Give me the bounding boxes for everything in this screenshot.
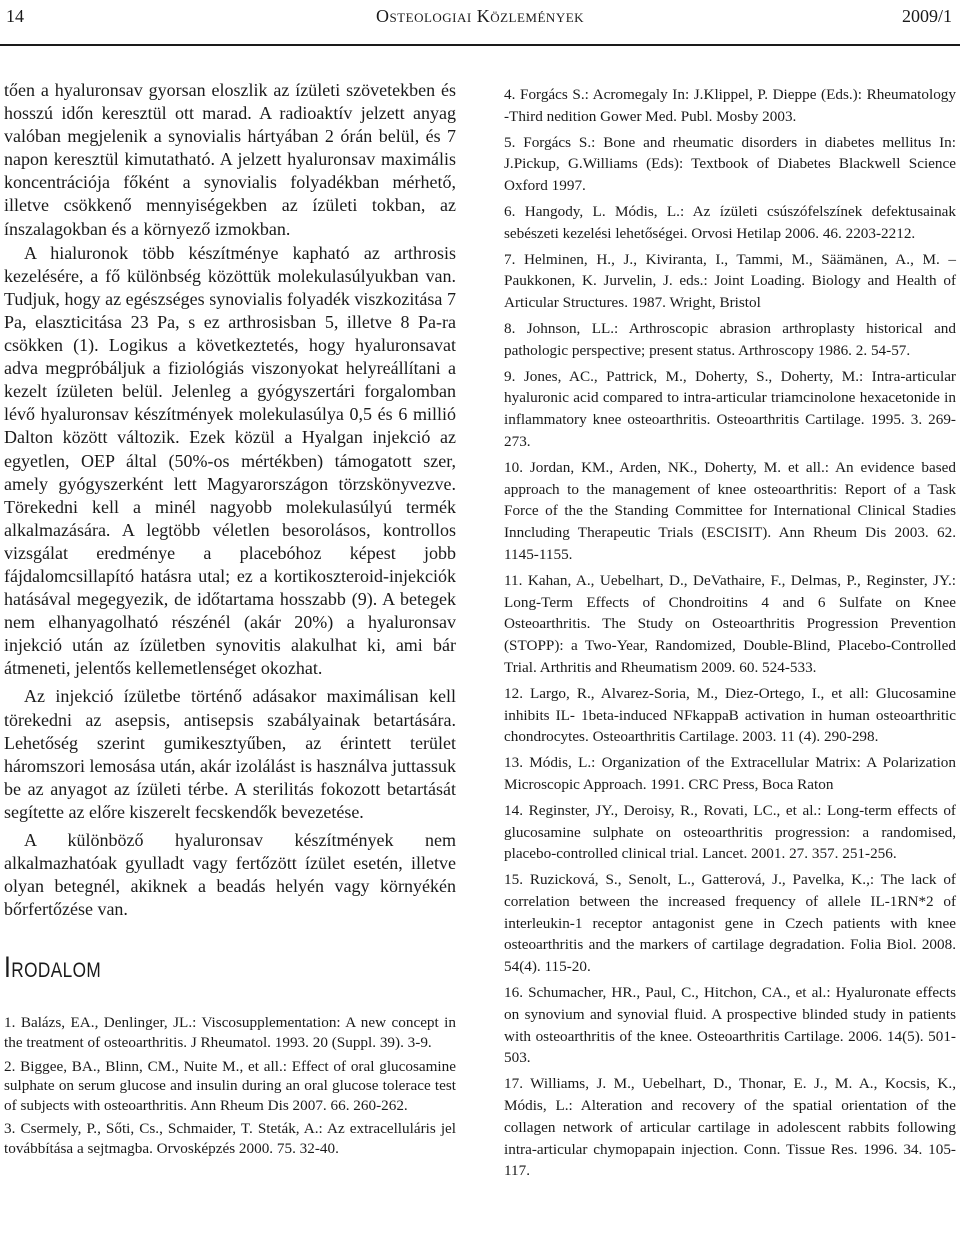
reference-item: 10. Jordan, KM., Arden, NK., Doherty, M. et all.: An evidence based approach to the management of knee osteoarthritis: Report of a Task Force of the the Standing Committee for International Clinical Stadies Inncluding Therapeutic Trials (ESCISIT). Ann Rheum Dis 2003. 62. 1145-1155.: [504, 458, 956, 563]
body-paragraph-4: A különböző hyaluronsav készítmények nem alkalmazhatóak gyulladt vagy fertőzött ízület esetén, illetve olyan betegnél, akiknek a beadás helyén vagy környékén bőrfertőzése van.: [4, 830, 456, 920]
reference-item: 3. Csermely, P., Sőti, Cs., Schmaider, T. Steták, A.: Az extracelluláris jel továbbítása a sejtmagba. Orvosképzés 2000. 75. 32-40.: [4, 1120, 456, 1157]
reference-item: 16. Schumacher, HR., Paul, C., Hitchon, CA., et al.: Hyaluronate effects on synovium and synovial fluid. A prospective blinded study in patients with osteoarthritis of the knee. Osteoarthritis Cartilage. 2006. 14(5). 501-503.: [504, 984, 956, 1067]
reference-item: 13. Módis, L.: Organization of the Extracellular Matrix: A Polarization Microscopic Approach. 1991. CRC Press, Boca Raton: [504, 754, 956, 793]
reference-item: 9. Jones, AC., Pattrick, M., Doherty, S., Doherty, M.: Intra-articular hyaluronic acid compared to intra-articular triamcinolone hexacetonide in inflammatory knee osteoarthritis. Osteoarthritis Cartilage. 1995. 3. 269-273.: [504, 367, 956, 450]
reference-item: 6. Hangody, L. Módis, L.: Az ízületi csúszófelszínek defektusainak sebészeti kezelési lehetőségei. Orvosi Hetilap 2006. 46. 2203-2212.: [504, 202, 956, 242]
right-column: [504, 84, 956, 1186]
reference-item: 1. Balázs, EA., Denlinger, JL.: Viscosupplementation: A new concept in the treatment of osteoarthritis. J Rheumatol. 1993. 20 (Suppl. 39). 3-9.: [4, 1014, 456, 1051]
reference-item: 8. Johnson, LL.: Arthroscopic abrasion arthroplasty historical and pathologic perspective; present status. Arthroscopy 1986. 2. 54-57.: [504, 319, 956, 359]
body-paragraph-2: A hialuronok több készítménye kapható az arthrosis kezelésére, a fő különbség közöttük molekulasúlyukban van. Tudjuk, hogy az egészséges synovialis folyadék viszkozitása 7 Pa, elaszticitása 23 Pa, s ez arthrosisban 5, illetve 8 Pa-ra csökken (1). Logikus a következtetés, hogy hyaluronsavat adva megpróbáljuk a fiziológiás viszonyokat helyreállítani a kezelt ízületen belül. Jelenleg a gyógyszertári forgalomban lévő hyaluronsav készítmények molekulasúlya 0,5 és 6 millió Dalton között változik. Ezek közül a Hyalgan injekció az egyetlen, OEP által (50%-os mértékben) támogatott szer, amely gyógyszerként lett Magyarországon törzskönyvezve. Törekedni kell a minél nagyobb molekulasúlyú termék alkalmazására. A legtöbb véletlen besorolásos, kontrollos vizsgálat eredménye a placebóhoz képest jobb fájdalomcsillapító hatásra utal; ez a kortikoszteroid-injekciók hatásával megegyezik, de időtartama hosszabb (9). A betegek nem elhanyagolható részénél (akár 20%) a hyaluronsav injekció után az ízületben synovitis alakulhat ki, ami bár átmeneti, jelentős kellemetlenséget okozhat.: [4, 242, 456, 679]
reference-item: 7. Helminen, H., J., Kiviranta, I., Tammi, M., Säämänen, A., M. – Paukkonen, K. Jurvelin, J. eds.: Joint Loading. Biology and Health of Articular Structures. 1987. Wright, Bristol: [504, 250, 956, 312]
running-header: [0, 0, 960, 48]
reference-list-left: [4, 1013, 456, 1158]
reference-item: 14. Reginster, JY., Deroisy, R., Rovati, LC., et al.: Long-term effects of glucosamine sulphate on osteoarthritis progression: a randomised, placebo-controlled clinical trial. Lancet. 2001. 27. 357. 251-256.: [504, 801, 956, 863]
references-heading: Irodalom: [4, 951, 102, 985]
reference-item: 15. Ruzicková, S., Senolt, L., Gatterová, J., Pavelka, K.,: The lack of correlation between the increased frequency of allele IL-1RN*2 of interleukin-1 receptor antagonist gene in Czech patients with knee osteoarthritis and the markers of cartilage degradation. Folia Biol. 2008. 54(4). 115-20.: [504, 871, 956, 976]
left-column: [4, 79, 456, 1163]
article-body: [4, 79, 456, 921]
body-paragraph-3: Az injekció ízületbe történő adásakor maximálisan kell törekedni az asepsis, antisepsis szabályainak betartására. Lehetőség szerint gumikesztyűben, az érintett terület háromszori lemosása után, akár izolálást is használva juttassuk be az anyagot az ízületi térbe. A sterilitás fokozott betartását segítette az előre kiszerelt fecskendők bevezetése.: [4, 686, 456, 822]
reference-item: 17. Williams, J. M., Uebelhart, D., Thonar, E. J., M. A., Kocsis, K., Módis, L.: Alteration and recovery of the spatial orientation of the collagen network of articular cartilage in adolescent rabbits following intra-articular chymopapain injection. Conn. Tissue Res. 1996. 34. 105-117.: [504, 1075, 956, 1180]
reference-item: 12. Largo, R., Alvarez-Soria, M., Diez-Ortego, I., et all: Glucosamine inhibits IL- 1beta-induced NFkappaB activation in human osteoarthritic chondrocytes. Osteoarthritis Cartilage. 2003. 11 (4). 290-298.: [504, 684, 956, 746]
reference-item: 5. Forgács S.: Bone and rheumatic disorders in diabetes mellitus In: J.Pickup, G.Williams (Eds): Textbook of Diabetes Blackwell Science Oxford 1997.: [504, 133, 956, 195]
body-paragraph-1: tően a hyaluronsav gyorsan eloszlik az ízületi szövetekben és hosszú időn keresztül ott marad. A radioaktív jelzett anyag valóban megjelenik a synovialis hártyában 2 órán belül, és 7 napon keresztül kimutatható. A jelzett hyaluronsav maximális koncentrációja főként a synovialis folyadékban mérhető, illetve csökkenő mennyiségekben az ízületi tokban, az ínszalagokban és a környező izmokban.: [4, 80, 456, 239]
page-number: 14: [6, 6, 24, 26]
reference-item: 11. Kahan, A., Uebelhart, D., DeVathaire, F., Delmas, P., Reginster, JY.: Long-Term Effects of Chondroitins 4 and 6 Sulfate on Knee Osteoarthritis. The Study on Osteoarthritis Progression Prevention (STOPP): a Two-Year, Randomized, Double-Blind, Placebo-Controlled Trial. Arthritis and Rheumatism 2009. 60. 524-533.: [504, 571, 956, 676]
journal-title: Osteologiai Közlemények: [375, 6, 585, 26]
issue-number: 2009/1: [901, 6, 952, 26]
header-rule: [0, 44, 960, 46]
reference-item: 4. Forgács S.: Acromegaly In: J.Klippel, P. Dieppe (Eds.): Rheumatology -Third nedition Gower Med. Publ. Mosby 2003.: [504, 86, 956, 125]
reference-item: 2. Biggee, BA., Blinn, CM., Nuite M., et all.: Effect of oral glucosamine sulphate on serum glucose and insulin during an oral glucose tolerace test of subjects with osteoarthritis. Ann Rheum Dis 2007. 66. 260-262.: [4, 1057, 456, 1114]
reference-list-right: [504, 84, 956, 1182]
